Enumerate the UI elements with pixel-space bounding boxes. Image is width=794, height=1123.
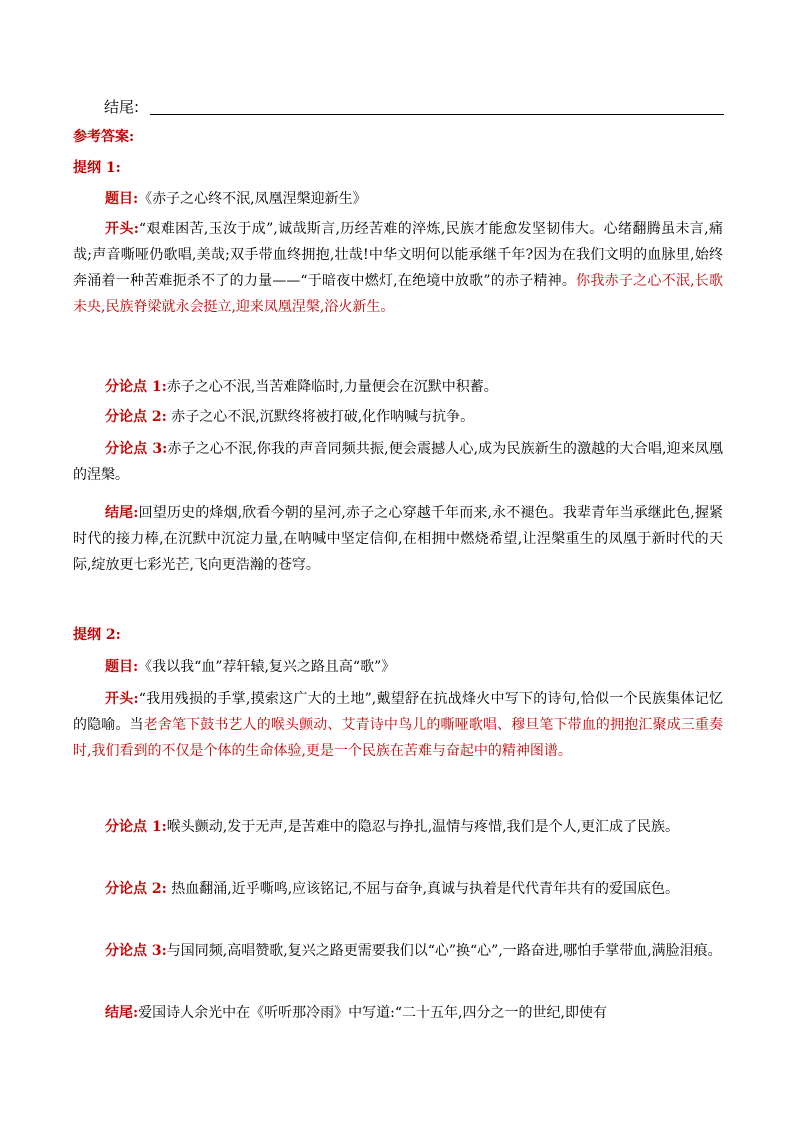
point-label: 分论点 1: (105, 819, 167, 835)
point-label: 分论点 2: (105, 409, 167, 425)
outline-2-ending (73, 1000, 723, 1026)
point-text: 赤子之心不泯,沉默终将被打破,化作呐喊与抗争。 (166, 409, 475, 425)
ending-text: 回望历史的烽烟,欣看今朝的星河,赤子之心穿越千年而来,永不褪色。我辈青年当承继此色,握紧时代的接力棒,在沉默中沉淀力量,在呐喊中坚定信仰,在相拥中燃烧希望,让涅槃重生的凤凰于新时代的天际,绽放更七彩光芒,飞向更浩瀚的苍穹。 (73, 505, 723, 573)
opening-red-text: 老舍笔下鼓书艺人的喉头颤动、艾青诗中鸟儿的嘶哑歌唱、穆旦笔下带血的拥抱汇聚成三重奏时,我们看到的不仅是个体的生命体验,更是一个民族在苦难与奋起中的精神图谱。 (73, 717, 724, 759)
ending-label: 结尾: (105, 505, 139, 521)
outline-2-point-1 (73, 814, 723, 840)
outline-2-point-2 (73, 876, 723, 902)
opening-label: 开头: (105, 691, 139, 707)
opening-label: 开头: (105, 221, 139, 237)
point-label: 分论点 3: (105, 441, 168, 457)
opening-text: “艰难困苦,玉汝于成”,诚哉斯言,历经苦难的淬炼,民族才能愈发坚韧伟大。心绪翻腾虽未言,痛哉;声音嘶哑仍歌唱,美哉;双手带血终拥抱,壮哉!中华文明何以能承继千年?因为在我们文明的血脉里,始终奔涌着一种苦难扼杀不了的力量——“于暗夜中燃灯,在绝境中放歌”的赤子精神。 (73, 221, 723, 289)
point-label: 分论点 1: (105, 379, 167, 395)
point-text: 赤子之心不泯,你我的声音同频共振,便会震撼人心,成为民族新生的激越的大合唱,迎来凤凰的涅槃。 (73, 441, 723, 483)
outline-1-title (73, 186, 723, 212)
title-label: 题目: (105, 191, 139, 207)
outline-1-heading: 提纲 1: (73, 160, 121, 176)
outline-1-point-3 (73, 436, 723, 488)
outline-1-point-2 (73, 404, 723, 430)
ending-text: 爱国诗人余光中在《听听那冷雨》中写道:“二十五年,四分之一的世纪,即使有 (138, 1005, 607, 1021)
opening-text: “我用残损的手掌,摸索这广大的土地”,戴望舒在抗战烽火中写下的诗句,恰似一个民族集体记忆的隐喻。当 (73, 691, 723, 733)
point-text: 热血翻涌,近乎嘶鸣,应该铭记,不屈与奋争,真诚与执着是代代青年共有的爱国底色。 (166, 881, 680, 897)
title-text: 《我以我“血”荐轩辕,复兴之路且高“歌”》 (138, 659, 396, 675)
title-label: 题目: (105, 659, 139, 675)
point-label: 分论点 2: (105, 881, 167, 897)
outline-2-heading: 提纲 2: (73, 627, 121, 643)
outline-2-opening (73, 686, 723, 764)
point-text: 赤子之心不泯,当苦难降临时,力量便会在沉默中积蓄。 (166, 379, 498, 395)
opening-red-text: 你我赤子之心不泯,长歌未央,民族脊梁就永会挺立,迎来凤凰涅槃,浴火新生。 (73, 273, 724, 315)
outline-2-title (73, 654, 723, 680)
outline-1-opening (73, 216, 723, 320)
ending-blank-label: 结尾: (104, 98, 140, 116)
outline-1-ending (73, 500, 723, 578)
point-label: 分论点 3: (105, 943, 167, 959)
point-text: 喉头颤动,发于无声,是苦难中的隐忍与挣扎,温情与疼惜,我们是个人,更汇成了民族。 (166, 819, 680, 835)
outline-1-point-1 (73, 374, 723, 400)
ending-label: 结尾: (105, 1005, 139, 1021)
ending-blank-line (104, 96, 724, 118)
answer-heading: 参考答案: (73, 129, 135, 145)
outline-2-point-3 (73, 938, 723, 964)
title-text: 《赤子之心终不泯,凤凰涅槃迎新生》 (138, 191, 367, 207)
blank-underline (150, 114, 724, 115)
point-text: 与国同频,高唱赞歌,复兴之路更需要我们以“心”换“心”,一路奋进,哪怕手掌带血,满脸泪痕。 (166, 943, 722, 959)
